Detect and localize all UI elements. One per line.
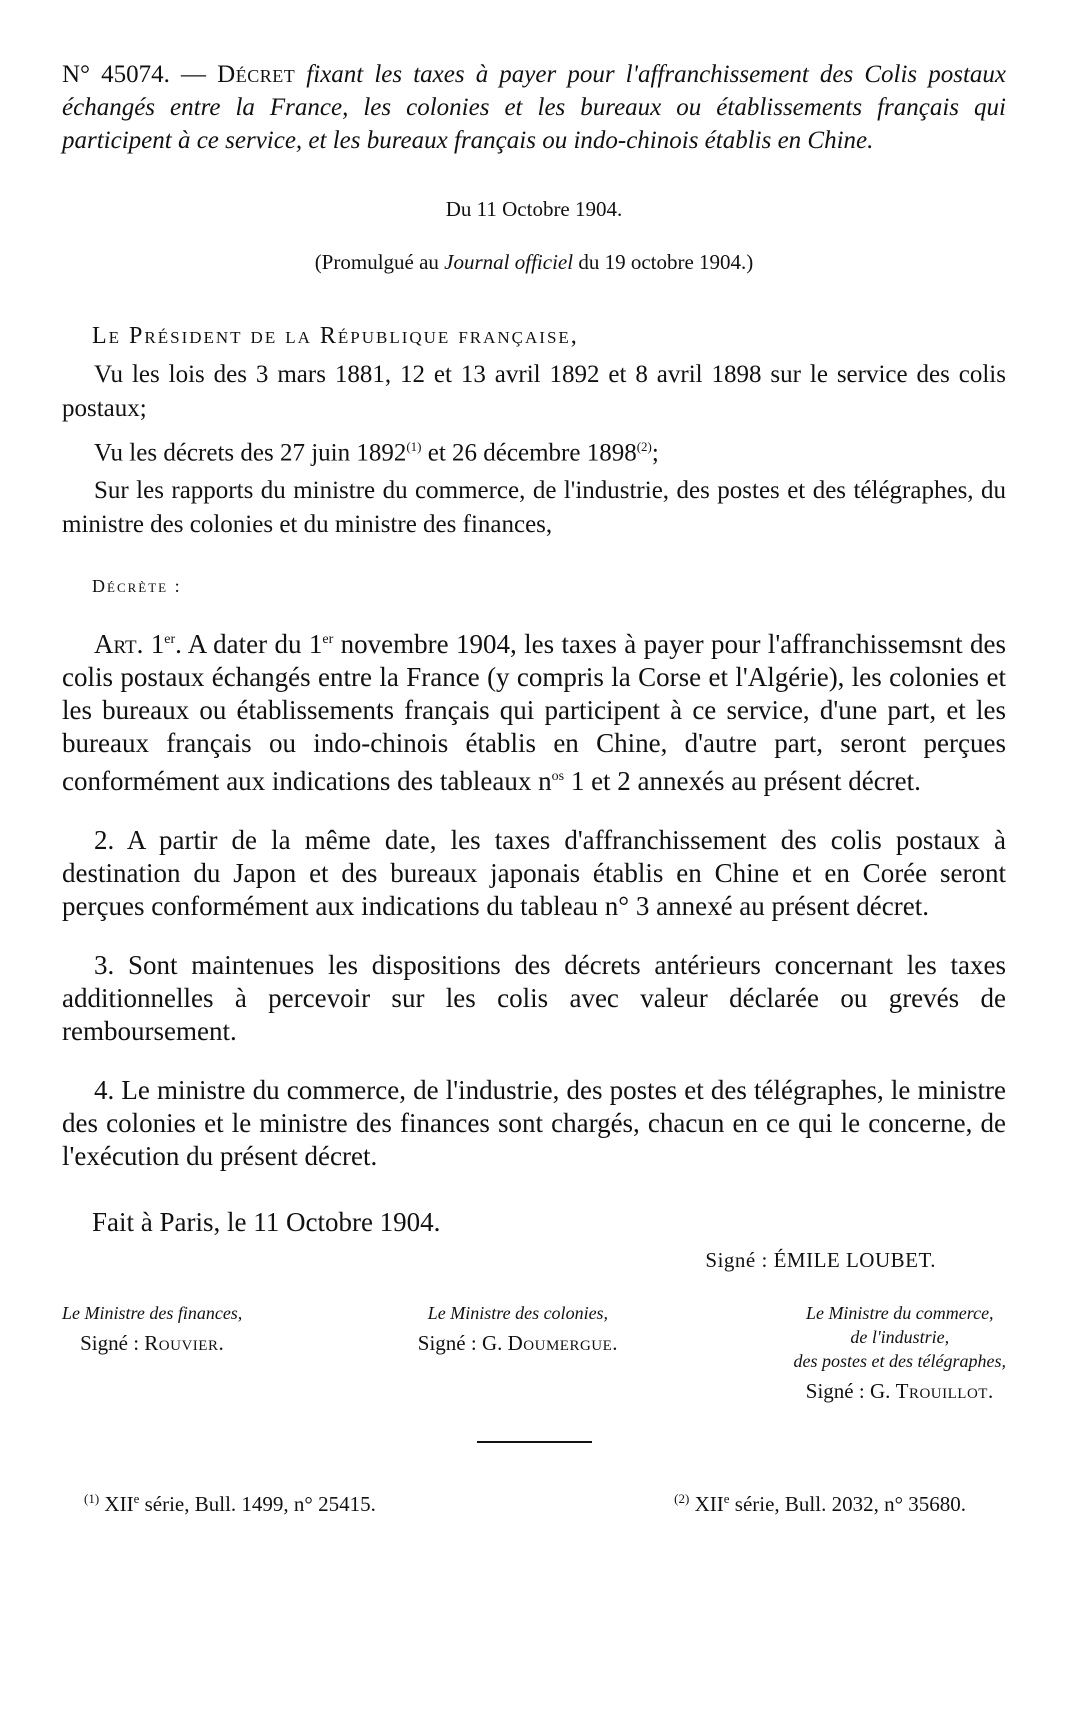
ministers-signatures xyxy=(62,1301,1006,1403)
footnote-ref-2: (2) xyxy=(636,439,652,454)
minister-commerce-role-2: de l'industrie, xyxy=(850,1327,950,1348)
promulgation-before: (Promulgué au xyxy=(314,250,445,274)
article-1-part-a: . A dater du 1 xyxy=(175,629,323,660)
minister-colonies-signature xyxy=(418,1331,618,1355)
decree-number: N° 45074. xyxy=(62,61,170,88)
vu-decrets-part-a: Vu les décrets des 27 juin 1892 xyxy=(94,439,407,467)
minister-finances xyxy=(62,1301,242,1403)
minister-colonies-role: Le Ministre des colonies, xyxy=(427,1303,609,1324)
decrete-heading: Décrète : xyxy=(92,576,182,597)
vu-decrets-part-c: ; xyxy=(651,439,659,467)
minister-finances-role: Le Ministre des finances, xyxy=(62,1303,243,1324)
article-1-label-sup: er xyxy=(164,632,176,648)
decree-word: Décret xyxy=(217,61,296,88)
article-1 xyxy=(62,623,1006,798)
decree-title-text: fixant les taxes à payer pour l'affranchissement des Colis postaux échangés entre la France, les colonies et les bureaux ou établissements français qui participent à ce service, et les bureaux français ou indo-chinois établis en Chine. xyxy=(62,61,1006,154)
minister-colonies xyxy=(418,1301,618,1403)
vu-decrets xyxy=(62,430,1006,470)
footnotes xyxy=(62,1491,1006,1517)
minister-commerce-role-3: des postes et des télégraphes, xyxy=(793,1351,1006,1372)
sur-les-rapports: Sur les rapports du ministre du commerce, de l'industrie, des postes et des télégraphes, du ministre des colonies et du ministre des finances, xyxy=(62,477,1006,539)
president-signature: Signé : ÉMILE LOUBET. xyxy=(705,1248,936,1273)
footnote-2-series: XII xyxy=(689,1492,724,1517)
minister-commerce-role-1: Le Ministre du commerce, xyxy=(805,1303,994,1324)
footnote-1-series: XII xyxy=(99,1492,134,1517)
promulgation-after: du 19 octobre 1904.) xyxy=(573,250,754,274)
footnote-2-text: série, Bull. 2032, n° 35680. xyxy=(729,1492,966,1517)
article-1-part-c: 1 et 2 annexés au présent décret. xyxy=(564,766,921,797)
minister-commerce-sig-prefix: Signé : G. xyxy=(805,1379,896,1404)
president-heading: Le Président de la République française, xyxy=(92,323,579,349)
vu-lois: Vu les lois des 3 mars 1881, 12 et 13 avril 1892 et 8 avril 1898 sur le service des colis postaux; xyxy=(62,361,1006,422)
journal-officiel: Journal officiel xyxy=(444,250,574,274)
separator-rule xyxy=(477,1441,592,1443)
title-dash: — xyxy=(169,61,218,88)
article-1-nos-sup: os xyxy=(551,769,565,785)
article-1-part-b: novembre 1904, les taxes à payer pour l'affranchissemsnt des colis postaux échangés entre la France (y compris la Corse et l'Algérie), les colonies et les bureaux ou établissements français qui participent à ce service, d'une part, et les bureaux français ou indo-chinois établis en Chine, d'autre part, seront perçues conformément aux indications des tableaux n xyxy=(62,629,1007,797)
minister-commerce xyxy=(794,1301,1006,1403)
footnote-1-text: série, Bull. 1499, n° 25415. xyxy=(139,1492,376,1517)
minister-colonies-sig-name: Doumergue. xyxy=(507,1331,619,1356)
article-1-label: Art. 1 xyxy=(94,629,165,660)
minister-finances-signature xyxy=(62,1331,242,1355)
footnote-1-mark: (1) xyxy=(84,1491,100,1507)
vu-decrets-part-b: et 26 décembre 1898 xyxy=(421,439,637,467)
minister-finances-sig-prefix: Signé : xyxy=(80,1331,145,1356)
minister-commerce-signature xyxy=(794,1379,1006,1403)
minister-finances-sig-name: Rouvier. xyxy=(144,1331,225,1356)
article-1-date-sup: er xyxy=(322,632,334,648)
footnote-2-sup: e xyxy=(723,1491,730,1507)
footnote-1 xyxy=(84,1491,376,1517)
minister-commerce-sig-name: Trouillot. xyxy=(895,1379,994,1404)
fait-a-paris: Fait à Paris, le 11 Octobre 1904. xyxy=(92,1207,441,1238)
promulgation-note xyxy=(62,250,1006,275)
minister-colonies-sig-prefix: Signé : G. xyxy=(417,1331,508,1356)
decree-date: Du 11 Octobre 1904. xyxy=(445,197,623,221)
footnote-2-mark: (2) xyxy=(674,1491,690,1507)
footnote-ref-1: (1) xyxy=(406,439,422,454)
article-4: 4. Le ministre du commerce, de l'industrie, des postes et des télégraphes, le ministre des colonies et le ministre des finances sont chargés, chacun en ce qui le concerne, de l'exécution du présent décret. xyxy=(62,1075,1006,1172)
article-2: 2. A partir de la même date, les taxes d'affranchissement des colis postaux à destination du Japon et des bureaux japonais établis en Chine et en Corée seront perçues conformément aux indications du tableau n° 3 annexé au présent décret. xyxy=(62,825,1006,922)
decree-title xyxy=(62,58,1006,157)
footnote-2 xyxy=(674,1491,966,1517)
article-3: 3. Sont maintenues les dispositions des décrets antérieurs concernant les taxes additionnelles à percevoir sur les colis avec valeur déclarée ou grevés de remboursement. xyxy=(62,950,1006,1047)
footnote-1-sup: e xyxy=(133,1491,140,1507)
